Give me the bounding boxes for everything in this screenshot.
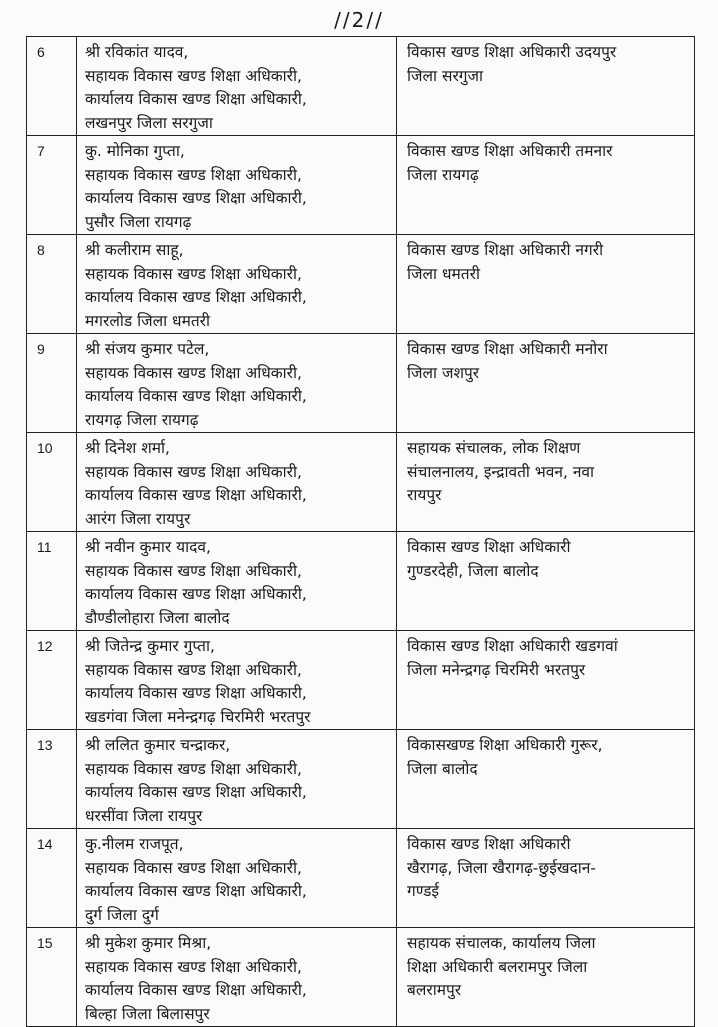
- officer-detail-line: सहायक विकास खण्ड शिक्षा अधिकारी,: [85, 759, 302, 778]
- serial-number: 15: [27, 928, 77, 1027]
- serial-number: 9: [27, 334, 77, 433]
- page-number: //2//: [334, 8, 384, 32]
- officer-detail-line: सहायक विकास खण्ड शिक्षा अधिकारी,: [85, 363, 302, 382]
- officer-detail-line: श्री मुकेश कुमार मिश्रा,: [85, 934, 212, 952]
- serial-number: 10: [27, 433, 77, 532]
- serial-number: 7: [27, 136, 77, 235]
- officer-detail-line: श्री रविकांत यादव,: [85, 43, 189, 61]
- officer-detail-line: पुसौर जिला रायगढ़: [85, 212, 192, 231]
- officer-details-cell: [77, 829, 397, 928]
- officer-detail-line: सहायक विकास खण्ड शिक्षा अधिकारी,: [85, 561, 302, 580]
- posting-line: विकास खण्ड शिक्षा अधिकारी: [407, 835, 571, 853]
- table-row: [27, 730, 695, 829]
- officer-detail-line: कार्यालय विकास खण्ड शिक्षा अधिकारी,: [85, 288, 307, 306]
- officer-detail-line: श्री जितेन्द्र कुमार गुप्ता,: [85, 637, 215, 655]
- officer-detail-line: कार्यालय विकास खण्ड शिक्षा अधिकारी,: [85, 585, 307, 603]
- posting-line: जिला जशपुर: [407, 363, 480, 382]
- officer-detail-line: सहायक विकास खण्ड शिक्षा अधिकारी,: [85, 660, 302, 679]
- table-body: [27, 37, 695, 1027]
- officer-detail-line: श्री संजय कुमार पटेल,: [85, 340, 210, 358]
- serial-number: 11: [27, 532, 77, 631]
- new-posting-cell: [397, 37, 695, 136]
- posting-line: शिक्षा अधिकारी बलरामपुर जिला: [407, 957, 588, 976]
- officer-detail-line: कु. मोनिका गुप्ता,: [85, 142, 185, 160]
- posting-line: विकास खण्ड शिक्षा अधिकारी खडगवां: [407, 637, 618, 655]
- serial-number: 6: [27, 37, 77, 136]
- new-posting-cell: [397, 928, 695, 1027]
- officer-detail-line: सहायक विकास खण्ड शिक्षा अधिकारी,: [85, 264, 302, 283]
- officer-detail-line: आरंग जिला रायपुर: [85, 509, 191, 528]
- officer-detail-line: कु.नीलम राजपूत,: [85, 835, 184, 853]
- posting-line: विकास खण्ड शिक्षा अधिकारी: [407, 538, 571, 556]
- officer-detail-line: श्री नवीन कुमार यादव,: [85, 538, 211, 556]
- posting-line: सहायक संचालक, कार्यालय जिला: [407, 934, 596, 952]
- officer-detail-line: कार्यालय विकास खण्ड शिक्षा अधिकारी,: [85, 387, 307, 405]
- serial-number: 13: [27, 730, 77, 829]
- transfer-orders-table: [26, 36, 695, 1027]
- posting-line: सहायक संचालक, लोक शिक्षण: [407, 439, 581, 457]
- table-row: [27, 631, 695, 730]
- officer-details-cell: [77, 631, 397, 730]
- posting-line: जिला बालोद: [407, 759, 478, 778]
- posting-line: रायपुर: [407, 486, 442, 504]
- new-posting-cell: [397, 532, 695, 631]
- officer-detail-line: लखनपुर जिला सरगुजा: [85, 113, 213, 132]
- table-row: [27, 235, 695, 334]
- new-posting-cell: [397, 730, 695, 829]
- posting-line: बलरामपुर: [407, 981, 462, 999]
- officer-details-cell: [77, 730, 397, 829]
- officer-details-cell: [77, 136, 397, 235]
- new-posting-cell: [397, 136, 695, 235]
- officer-detail-line: कार्यालय विकास खण्ड शिक्षा अधिकारी,: [85, 783, 307, 801]
- officer-detail-line: कार्यालय विकास खण्ड शिक्षा अधिकारी,: [85, 189, 307, 207]
- posting-line: विकासखण्ड शिक्षा अधिकारी गुरूर,: [407, 736, 603, 754]
- serial-number: 14: [27, 829, 77, 928]
- posting-line: विकास खण्ड शिक्षा अधिकारी उदयपुर: [407, 43, 617, 61]
- table-row: [27, 334, 695, 433]
- officer-detail-line: श्री ललित कुमार चन्द्राकर,: [85, 736, 231, 754]
- officer-details-cell: [77, 928, 397, 1027]
- officer-detail-line: कार्यालय विकास खण्ड शिक्षा अधिकारी,: [85, 882, 307, 900]
- posting-line: जिला रायगढ़: [407, 165, 479, 184]
- officer-detail-line: सहायक विकास खण्ड शिक्षा अधिकारी,: [85, 165, 302, 184]
- officer-detail-line: कार्यालय विकास खण्ड शिक्षा अधिकारी,: [85, 981, 307, 999]
- posting-line: खैरागढ़, जिला खैरागढ़-छुईखदान-: [407, 858, 596, 877]
- officer-details-cell: [77, 37, 397, 136]
- table-row: [27, 37, 695, 136]
- officer-detail-line: सहायक विकास खण्ड शिक्षा अधिकारी,: [85, 66, 302, 85]
- posting-line: जिला धमतरी: [407, 264, 480, 283]
- officer-details-cell: [77, 334, 397, 433]
- table-row: [27, 433, 695, 532]
- posting-line: गुण्डरदेही, जिला बालोद: [407, 561, 539, 580]
- posting-line: विकास खण्ड शिक्षा अधिकारी नगरी: [407, 241, 604, 259]
- new-posting-cell: [397, 433, 695, 532]
- posting-line: संचालनालय, इन्द्रावती भवन, नवा: [407, 462, 595, 481]
- officer-detail-line: मगरलोड जिला धमतरी: [85, 311, 211, 330]
- officer-detail-line: दुर्ग जिला दुर्ग: [85, 905, 159, 924]
- new-posting-cell: [397, 829, 695, 928]
- officer-details-cell: [77, 235, 397, 334]
- table-row: [27, 829, 695, 928]
- table-row: [27, 532, 695, 631]
- officer-detail-line: सहायक विकास खण्ड शिक्षा अधिकारी,: [85, 462, 302, 481]
- officer-detail-line: कार्यालय विकास खण्ड शिक्षा अधिकारी,: [85, 486, 307, 504]
- officer-detail-line: रायगढ़ जिला रायगढ़: [85, 410, 199, 429]
- officer-detail-line: सहायक विकास खण्ड शिक्षा अधिकारी,: [85, 858, 302, 877]
- officer-details-cell: [77, 433, 397, 532]
- officer-detail-line: श्री दिनेश शर्मा,: [85, 439, 170, 457]
- serial-number: 12: [27, 631, 77, 730]
- new-posting-cell: [397, 334, 695, 433]
- officer-detail-line: धरसींवा जिला रायपुर: [85, 806, 203, 825]
- posting-line: जिला मनेन्द्रगढ़ चिरमिरी भरतपुर: [407, 660, 586, 679]
- officer-detail-line: सहायक विकास खण्ड शिक्षा अधिकारी,: [85, 957, 302, 976]
- officer-detail-line: कार्यालय विकास खण्ड शिक्षा अधिकारी,: [85, 684, 307, 702]
- posting-line: विकास खण्ड शिक्षा अधिकारी मनोरा: [407, 340, 608, 358]
- new-posting-cell: [397, 235, 695, 334]
- officer-details-cell: [77, 532, 397, 631]
- officer-detail-line: डौण्डीलोहारा जिला बालोद: [85, 608, 230, 627]
- serial-number: 8: [27, 235, 77, 334]
- officer-detail-line: श्री कलीराम साहू,: [85, 241, 184, 259]
- posting-line: जिला सरगुजा: [407, 66, 484, 85]
- posting-line: गण्डई: [407, 882, 439, 900]
- officer-detail-line: बिल्हा जिला बिलासपुर: [85, 1004, 210, 1023]
- table-row: [27, 928, 695, 1027]
- officer-detail-line: खडगंवा जिला मनेन्द्रगढ़ चिरमिरी भरतपुर: [85, 707, 311, 726]
- table-row: [27, 136, 695, 235]
- new-posting-cell: [397, 631, 695, 730]
- posting-line: विकास खण्ड शिक्षा अधिकारी तमनार: [407, 142, 613, 160]
- officer-detail-line: कार्यालय विकास खण्ड शिक्षा अधिकारी,: [85, 90, 307, 108]
